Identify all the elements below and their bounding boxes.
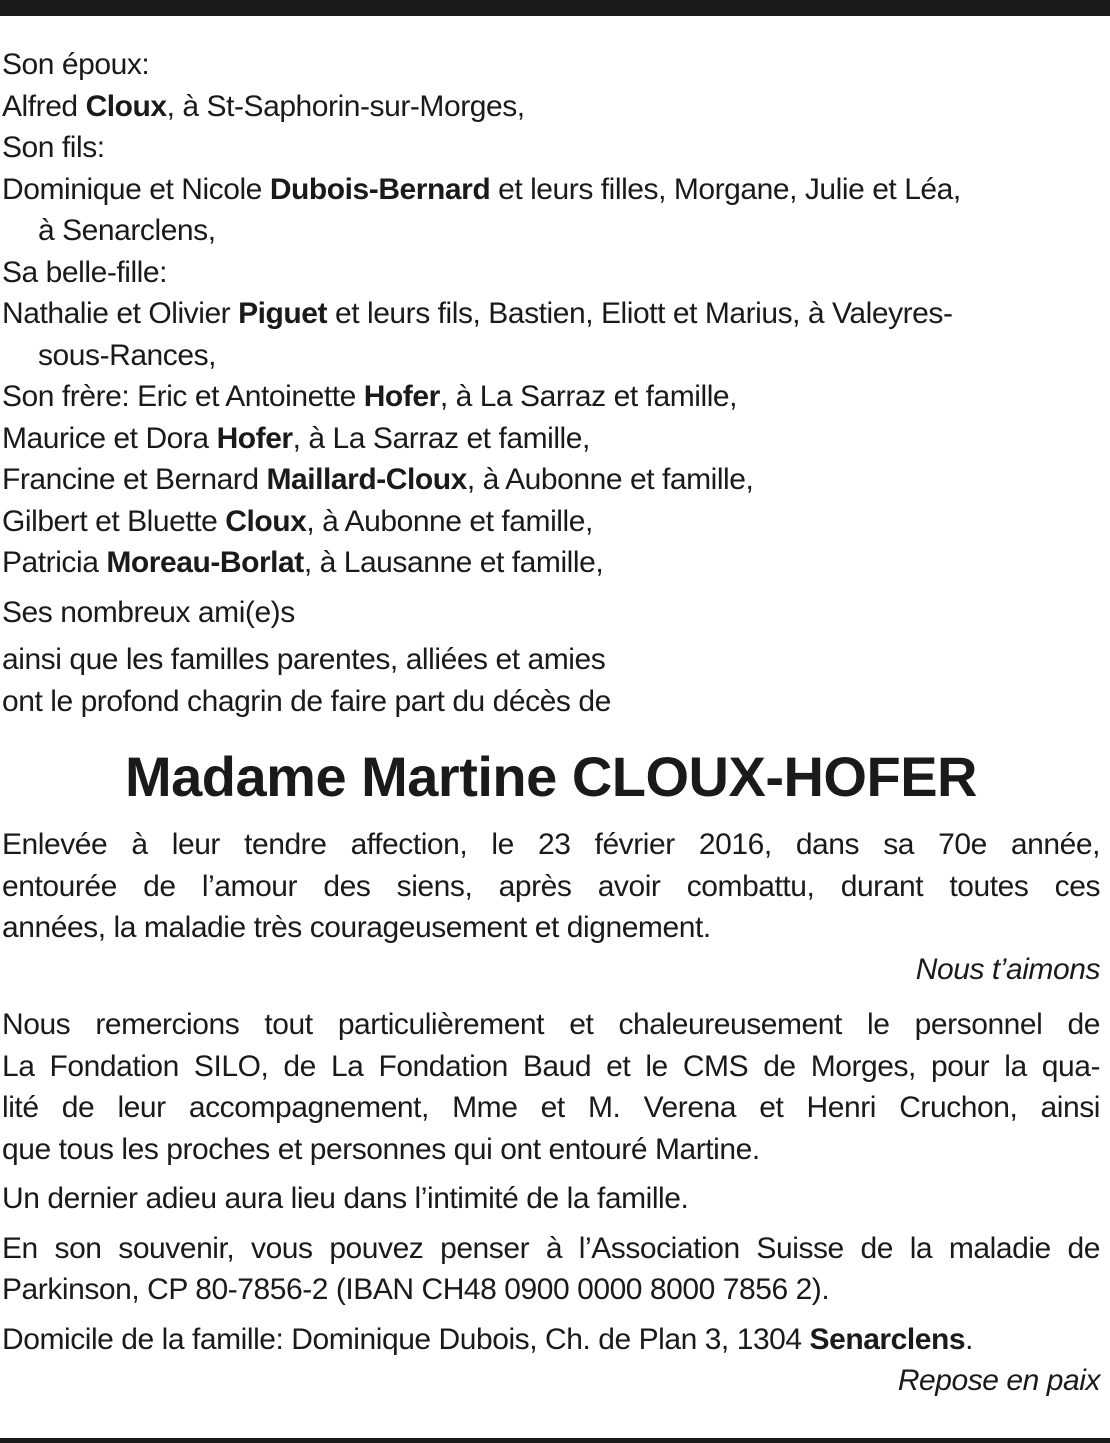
daughter-in-law-label: Sa belle-fille:	[2, 255, 168, 289]
relative-line: Maurice et Dora Hofer, à La Sarraz et famille,	[2, 421, 590, 455]
surname: Maillard-Cloux	[266, 463, 467, 496]
spouse-line: Alfred Cloux, à St-Saphorin-sur-Morges,	[2, 89, 525, 123]
friends-line: Ses nombreux ami(e)s	[2, 595, 295, 629]
brother-line: Son frère: Eric et Antoinette Hofer, à La Sarraz et famille,	[2, 380, 738, 413]
surname: Cloux	[225, 504, 307, 538]
top-rule	[0, 0, 1110, 16]
death-paragraph	[2, 824, 1100, 949]
son-label: Son fils:	[2, 131, 105, 164]
donation-paragraph	[2, 1228, 1100, 1311]
relative-line: Francine et Bernard Maillard-Cloux, à Aubonne et famille,	[2, 463, 754, 496]
relative-line: Gilbert et Bluette Cloux, à Aubonne et famille,	[2, 504, 593, 538]
obituary-text	[2, 44, 1100, 1402]
surname: Hofer	[216, 421, 293, 455]
domicile-line: Domicile de la famille: Dominique Dubois, Ch. de Plan 3, 1304 Senarclens.	[2, 1322, 974, 1356]
thanks-paragraph	[2, 1004, 1100, 1170]
city: Senarclens	[809, 1322, 966, 1356]
closing-line: Repose en paix	[897, 1364, 1100, 1397]
spouse-label: Son époux:	[2, 48, 150, 81]
text-line: Enlevée à leur tendre affection, le 23 février 2016, dans sa 70e année,	[2, 828, 1100, 861]
text-line: Parkinson, CP 80-7856-2 (IBAN CH48 0900 0000 8000 7856 2).	[2, 1273, 830, 1306]
surname: Moreau-Borlat	[106, 546, 304, 579]
text-line: années, la maladie très courageusement et dignement.	[2, 911, 711, 944]
text-line: lité de leur accompagnement, Mme et M. Verena et Henri Cruchon, ainsi	[2, 1091, 1100, 1124]
relative-line: Patricia Moreau-Borlat, à Lausanne et famille,	[2, 546, 604, 579]
surname: Dubois-Bernard	[269, 172, 491, 206]
daughter-in-law-line: Nathalie et Olivier Piguet et leurs fils, Bastien, Eliott et Marius, à Valeyres-	[2, 297, 953, 330]
announce-line: ont le profond chagrin de faire part du décès de	[2, 684, 611, 718]
text-line: entourée de l’amour des siens, après avoir combattu, durant toutes ces	[2, 869, 1100, 903]
families-line: ainsi que les familles parentes, alliées et amies	[2, 643, 606, 676]
farewell-line: Un dernier adieu aura lieu dans l’intimité de la famille.	[2, 1182, 689, 1215]
son-line-cont: à Senarclens,	[38, 214, 216, 247]
text-line: En son souvenir, vous pouvez penser à l’Association Suisse de la maladie de	[2, 1231, 1100, 1265]
text-line: que tous les proches et personnes qui ont entouré Martine.	[2, 1132, 760, 1166]
bottom-rule	[0, 1438, 1110, 1443]
surname: Hofer	[363, 380, 440, 413]
love-note: Nous t’aimons	[915, 952, 1100, 986]
deceased-name: Madame Martine CLOUX-HOFER	[125, 745, 977, 808]
surname: Piguet	[238, 297, 328, 330]
surname: Cloux	[85, 89, 167, 123]
text-line: Nous remercions tout particulièrement et chaleureusement le personnel de	[2, 1008, 1100, 1041]
daughter-in-law-cont: sous-Rances,	[38, 338, 217, 372]
son-line: Dominique et Nicole Dubois-Bernard et leurs filles, Morgane, Julie et Léa,	[2, 172, 961, 206]
text-line: La Fondation SILO, de La Fondation Baud et le CMS de Morges, pour la qua-	[2, 1049, 1100, 1083]
